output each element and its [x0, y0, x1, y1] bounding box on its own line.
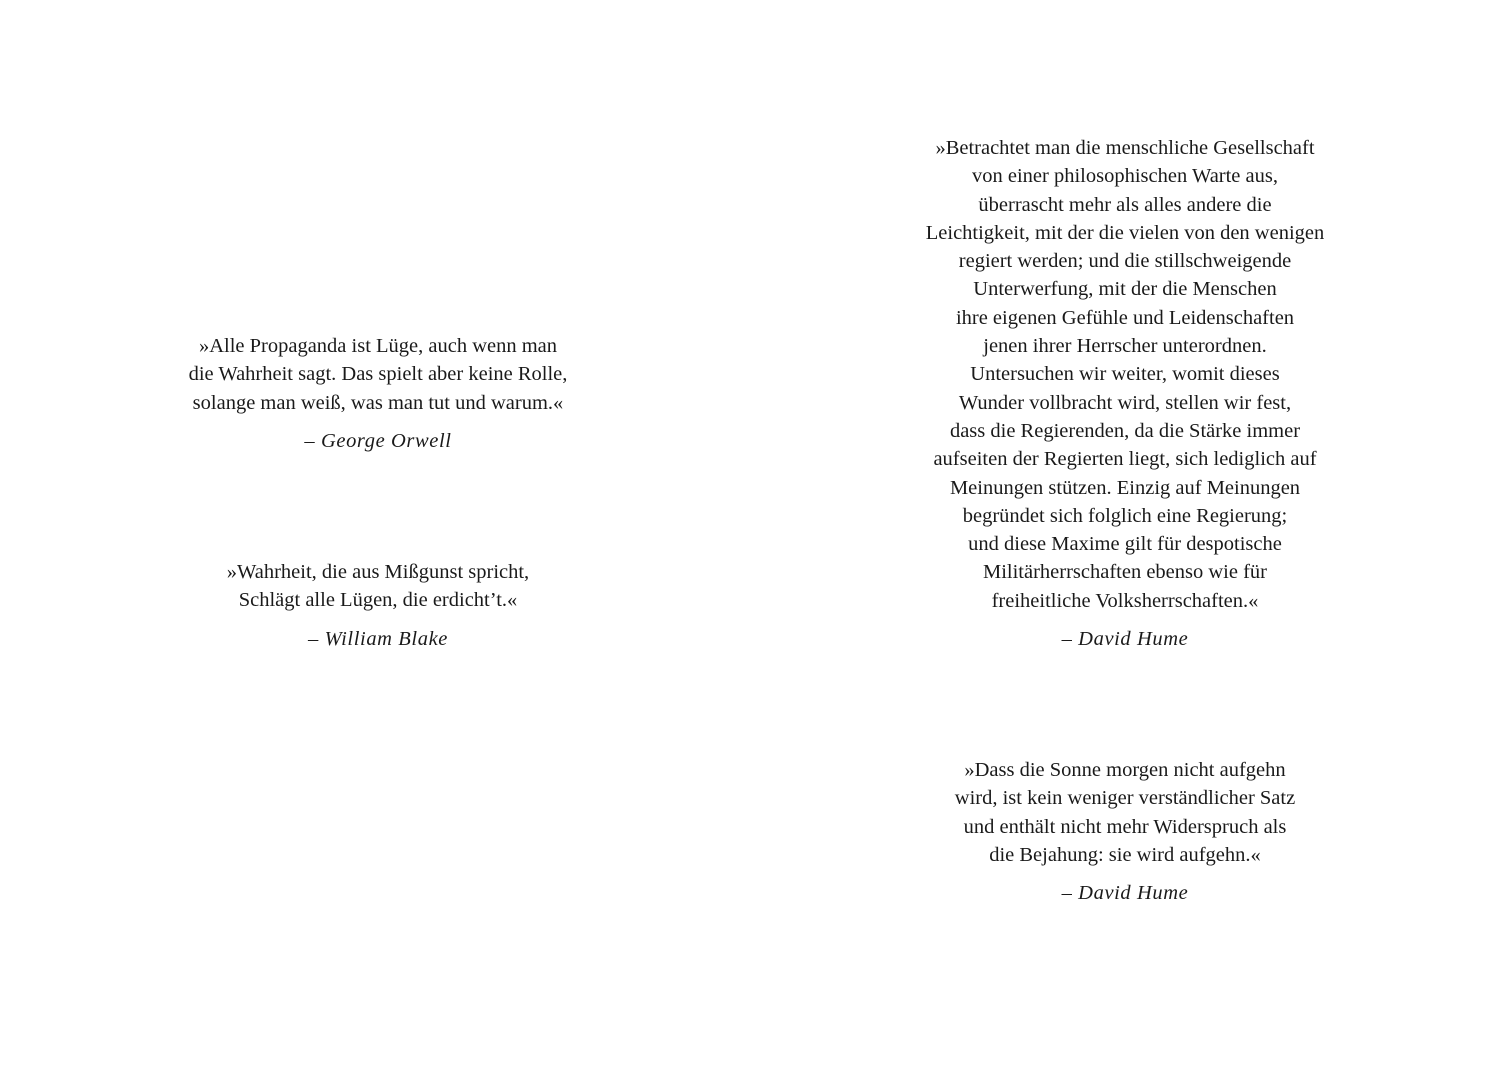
quote-line: regiert werden; und die stillschweigende — [958, 250, 1292, 273]
right-page — [750, 0, 1500, 1086]
quote-line: Schlägt alle Lügen, die erdicht’t.« — [238, 589, 518, 612]
quote-line: Leichtigkeit, mit der die vielen von den wenigen — [925, 221, 1325, 244]
quote-line: Untersuchen wir weiter, womit dieses — [970, 363, 1280, 386]
quote-line: wird, ist kein weniger verständlicher Satz — [954, 787, 1296, 810]
quote-line: dass die Regierenden, da die Stärke immer — [949, 419, 1301, 442]
quote-line: »Dass die Sonne morgen nicht aufgehn — [964, 759, 1286, 781]
quote-line: freiheitliche Volksherrschaften.« — [991, 589, 1259, 612]
quote-attribution: – David Hume — [1061, 628, 1189, 651]
quote-line: die Bejahung: sie wird aufgehn.« — [989, 843, 1261, 866]
quote-line: von einer philosophischen Warte aus, — [972, 165, 1278, 188]
quote-line: jenen ihrer Herrscher unterordnen. — [983, 335, 1267, 358]
quote-line: Meinungen stützen. Einzig auf Meinungen — [949, 476, 1301, 499]
quote-line: solange man weiß, was man tut und warum.« — [192, 391, 564, 414]
quote-attribution: – William Blake — [308, 627, 448, 650]
quote-line: die Wahrheit sagt. Das spielt aber keine Rolle, — [188, 363, 568, 386]
quote-line: ihre eigenen Gefühle und Leidenschaften — [955, 306, 1295, 329]
quote-line: begründet sich folglich eine Regierung; — [962, 504, 1288, 527]
quote-line: »Wahrheit, die aus Mißgunst spricht, — [226, 561, 530, 583]
quote-line: und enthält nicht mehr Widerspruch als — [963, 815, 1287, 838]
quote-hume-short — [870, 756, 1380, 907]
quote-line: und diese Maxime gilt für despotische — [968, 533, 1282, 556]
quote-line: aufseiten der Regierten liegt, sich lediglich auf — [933, 448, 1317, 471]
quote-line: Unterwerfung, mit der die Menschen — [973, 278, 1277, 301]
quote-hume-long — [870, 134, 1380, 653]
quote-line: überrascht mehr als alles andere die — [978, 193, 1272, 216]
quote-line: »Betrachtet man die menschliche Gesellschaft — [935, 137, 1315, 159]
quote-orwell — [128, 332, 628, 455]
quote-line: Wunder vollbracht wird, stellen wir fest, — [958, 391, 1292, 414]
quote-line: Militärherrschaften ebenso wie für — [982, 561, 1268, 584]
quote-line: »Alle Propaganda ist Lüge, auch wenn man — [198, 335, 558, 357]
quote-attribution: – George Orwell — [304, 429, 452, 452]
quote-attribution: – David Hume — [1061, 882, 1189, 905]
quote-blake — [128, 558, 628, 653]
